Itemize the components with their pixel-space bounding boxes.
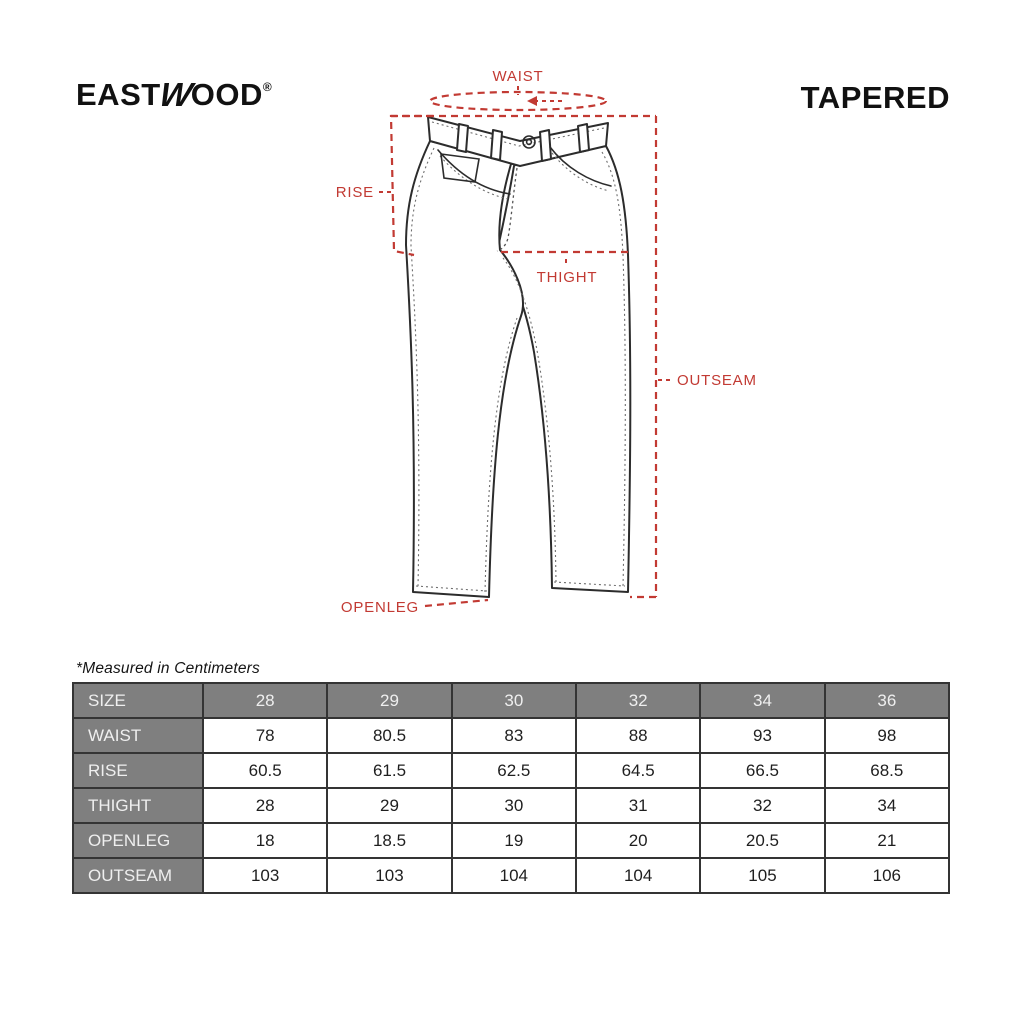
table-cell: 64.5	[576, 753, 700, 788]
rise-label: RISE	[335, 184, 374, 201]
table-cell: 106	[825, 858, 949, 893]
belt-loop	[457, 124, 468, 152]
table-cell: 104	[576, 858, 700, 893]
table-cell: 31	[576, 788, 700, 823]
jeans-right-leg	[497, 146, 630, 592]
col-header-32: 32	[576, 683, 700, 718]
size-table	[72, 682, 950, 894]
table-cell: 103	[327, 858, 451, 893]
table-cell: 61.5	[327, 753, 451, 788]
col-header-28: 28	[203, 683, 327, 718]
openleg-label: OPENLEG	[340, 599, 419, 616]
openleg-line	[425, 600, 488, 606]
table-row-outseam	[73, 858, 949, 893]
table-cell: 28	[203, 788, 327, 823]
table-cell: 32	[700, 788, 824, 823]
brand-logo-part1: EAST	[76, 77, 161, 112]
row-label-waist: WAIST	[73, 718, 203, 753]
table-cell: 105	[700, 858, 824, 893]
table-row-waist	[73, 718, 949, 753]
waist-label: WAIST	[492, 68, 544, 85]
table-row-openleg	[73, 823, 949, 858]
table-cell: 29	[327, 788, 451, 823]
table-cell: 60.5	[203, 753, 327, 788]
table-cell: 20.5	[700, 823, 824, 858]
jeans-flat-drawing	[406, 117, 630, 597]
col-header-34: 34	[700, 683, 824, 718]
col-header-29: 29	[327, 683, 451, 718]
col-header-36: 36	[825, 683, 949, 718]
thight-label: THIGHT	[536, 269, 598, 286]
waist-annotation	[391, 68, 656, 116]
row-label-thight: THIGHT	[73, 788, 203, 823]
table-cell: 18.5	[327, 823, 451, 858]
table-cell: 98	[825, 718, 949, 753]
table-cell: 83	[452, 718, 576, 753]
outseam-label: OUTSEAM	[677, 372, 757, 389]
table-cell: 78	[203, 718, 327, 753]
table-cell: 103	[203, 858, 327, 893]
belt-loop	[540, 130, 551, 161]
openleg-annotation	[341, 599, 488, 616]
table-cell: 93	[700, 718, 824, 753]
table-cell: 80.5	[327, 718, 451, 753]
table-cell: 30	[452, 788, 576, 823]
belt-loop	[578, 124, 589, 152]
size-column-header: SIZE	[73, 683, 203, 718]
table-cell: 19	[452, 823, 576, 858]
table-cell: 34	[825, 788, 949, 823]
brand-logo-stylized-w: W	[156, 77, 195, 114]
table-cell: 66.5	[700, 753, 824, 788]
table-cell: 20	[576, 823, 700, 858]
waist-arrowhead-icon	[527, 96, 537, 106]
table-row-thight	[73, 788, 949, 823]
table-cell: 21	[825, 823, 949, 858]
table-cell: 68.5	[825, 753, 949, 788]
size-table-header-row	[73, 683, 949, 718]
row-label-openleg: OPENLEG	[73, 823, 203, 858]
brand-logo-part2: OOD	[190, 77, 263, 112]
table-row-rise	[73, 753, 949, 788]
table-cell: 18	[203, 823, 327, 858]
measurement-note: *Measured in Centimeters	[76, 660, 260, 677]
belt-loop	[491, 130, 502, 160]
outseam-annotation	[630, 116, 757, 597]
table-cell: 88	[576, 718, 700, 753]
row-label-outseam: OUTSEAM	[73, 858, 203, 893]
row-label-rise: RISE	[73, 753, 203, 788]
registered-trademark-icon: ®	[262, 80, 273, 94]
table-cell: 104	[452, 858, 576, 893]
style-name: TAPERED	[800, 80, 950, 115]
table-cell: 62.5	[452, 753, 576, 788]
col-header-30: 30	[452, 683, 576, 718]
